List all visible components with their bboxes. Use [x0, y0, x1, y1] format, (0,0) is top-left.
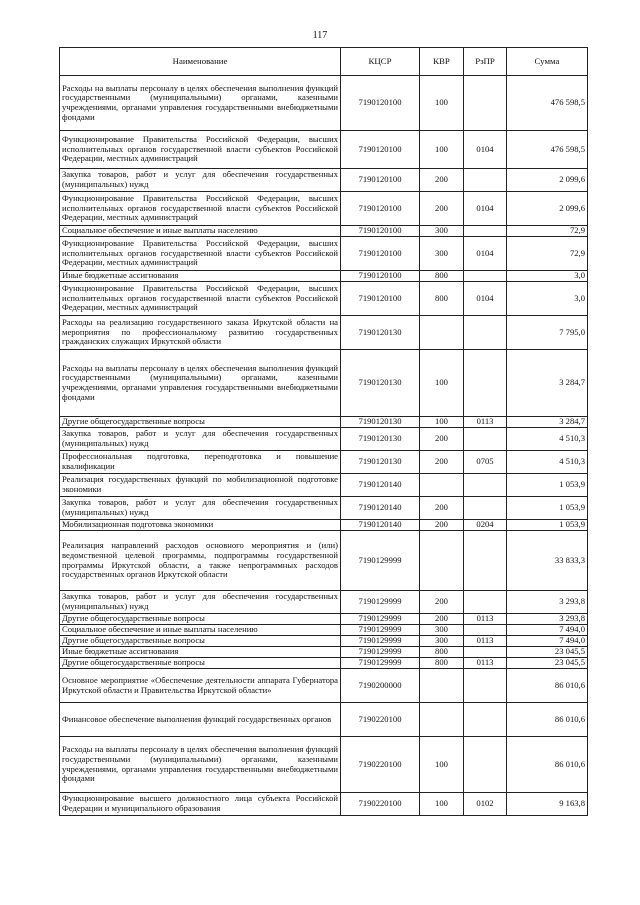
- cell-name: Закупка товаров, работ и услуг для обеспечения государственных (муниципальных) нужд: [60, 428, 341, 451]
- cell-rzpr: [464, 625, 507, 636]
- cell-name: Финансовое обеспечение выполнения функций государственных органов: [60, 703, 341, 737]
- cell-kcsr: 7190129999: [341, 658, 420, 669]
- cell-rzpr: [464, 226, 507, 237]
- cell-kvr: 100: [420, 417, 464, 428]
- cell-kcsr: 7190120100: [341, 226, 420, 237]
- cell-kvr: 200: [420, 428, 464, 451]
- cell-kcsr: 7190120130: [341, 451, 420, 474]
- cell-sum: 1 053,9: [507, 497, 588, 520]
- table-row: [60, 428, 588, 451]
- cell-sum: 9 163,8: [507, 793, 588, 816]
- header-name: Наименование: [60, 48, 341, 76]
- table-row: [60, 625, 588, 636]
- table-row: [60, 531, 588, 591]
- cell-sum: 1 053,9: [507, 520, 588, 531]
- cell-name: Иные бюджетные ассигнования: [60, 647, 341, 658]
- cell-sum: 2 099,6: [507, 192, 588, 226]
- table-row: [60, 282, 588, 316]
- cell-sum: 7 494,0: [507, 636, 588, 647]
- cell-rzpr: [464, 76, 507, 131]
- cell-sum: 1 053,9: [507, 474, 588, 497]
- table-row: [60, 226, 588, 237]
- cell-kcsr: 7190120130: [341, 350, 420, 417]
- cell-name: Закупка товаров, работ и услуг для обеспечения государственных (муниципальных) нужд: [60, 169, 341, 192]
- cell-name: Социальное обеспечение и иные выплаты населению: [60, 226, 341, 237]
- table-row: [60, 591, 588, 614]
- cell-name: Другие общегосударственные вопросы: [60, 417, 341, 428]
- cell-rzpr: [464, 316, 507, 350]
- cell-rzpr: [464, 474, 507, 497]
- cell-name: Функционирование Правительства Российской Федерации, высших исполнительных органов государственной власти субъектов Российской Федерации, местных администраций: [60, 282, 341, 316]
- cell-rzpr: [464, 647, 507, 658]
- table-row: [60, 451, 588, 474]
- cell-sum: 23 045,5: [507, 647, 588, 658]
- table-row: [60, 76, 588, 131]
- cell-sum: 72,9: [507, 237, 588, 271]
- cell-kvr: 300: [420, 625, 464, 636]
- cell-sum: 476 598,5: [507, 131, 588, 169]
- table-row: [60, 614, 588, 625]
- cell-kcsr: 7190120100: [341, 192, 420, 226]
- cell-rzpr: 0113: [464, 614, 507, 625]
- table-row: [60, 350, 588, 417]
- cell-kvr: 200: [420, 591, 464, 614]
- budget-table: [59, 47, 588, 816]
- cell-sum: 3 284,7: [507, 350, 588, 417]
- header-kcsr: КЦСР: [341, 48, 420, 76]
- cell-kvr: 200: [420, 614, 464, 625]
- cell-rzpr: 0104: [464, 282, 507, 316]
- cell-kvr: [420, 474, 464, 497]
- cell-kvr: 200: [420, 169, 464, 192]
- cell-kcsr: 7190129999: [341, 591, 420, 614]
- table-row: [60, 669, 588, 703]
- cell-kvr: 200: [420, 451, 464, 474]
- cell-kcsr: 7190120100: [341, 237, 420, 271]
- cell-kvr: 800: [420, 647, 464, 658]
- table-row: [60, 737, 588, 793]
- table-header-row: [60, 48, 588, 76]
- cell-rzpr: 0113: [464, 636, 507, 647]
- cell-kcsr: 7190129999: [341, 625, 420, 636]
- cell-sum: 7 494,0: [507, 625, 588, 636]
- cell-kvr: 300: [420, 226, 464, 237]
- cell-sum: 72,9: [507, 226, 588, 237]
- cell-rzpr: [464, 428, 507, 451]
- cell-sum: 476 598,5: [507, 76, 588, 131]
- cell-kvr: 100: [420, 793, 464, 816]
- cell-name: Функционирование Правительства Российской Федерации, высших исполнительных органов государственной власти субъектов Российской Федерации, местных администраций: [60, 131, 341, 169]
- cell-name: Расходы на реализацию государственного заказа Иркутской области на мероприятия по профессиональному развитию государственных гражданских служащих Иркутской области: [60, 316, 341, 350]
- cell-kcsr: 7190120100: [341, 131, 420, 169]
- cell-rzpr: [464, 169, 507, 192]
- header-rzpr: РзПР: [464, 48, 507, 76]
- cell-kcsr: 7190120100: [341, 169, 420, 192]
- cell-kvr: 200: [420, 497, 464, 520]
- cell-kcsr: 7190200000: [341, 669, 420, 703]
- cell-rzpr: [464, 531, 507, 591]
- cell-sum: 23 045,5: [507, 658, 588, 669]
- cell-kvr: 300: [420, 237, 464, 271]
- cell-rzpr: [464, 737, 507, 793]
- cell-kcsr: 7190120100: [341, 76, 420, 131]
- cell-kcsr: 7190120140: [341, 497, 420, 520]
- cell-kvr: 200: [420, 192, 464, 226]
- cell-rzpr: [464, 271, 507, 282]
- cell-sum: 4 510,3: [507, 451, 588, 474]
- table-row: [60, 316, 588, 350]
- table-row: [60, 474, 588, 497]
- cell-sum: 3,0: [507, 271, 588, 282]
- cell-sum: 7 795,0: [507, 316, 588, 350]
- cell-kvr: 800: [420, 282, 464, 316]
- table-row: [60, 793, 588, 816]
- table-row: [60, 192, 588, 226]
- cell-sum: 3 293,8: [507, 614, 588, 625]
- cell-rzpr: [464, 350, 507, 417]
- cell-name: Функционирование Правительства Российской Федерации, высших исполнительных органов государственной власти субъектов Российской Федерации, местных администраций: [60, 192, 341, 226]
- table-row: [60, 520, 588, 531]
- page-number: 117: [312, 30, 328, 41]
- cell-kvr: 300: [420, 636, 464, 647]
- table-row: [60, 271, 588, 282]
- header-kvr: КВР: [420, 48, 464, 76]
- cell-kcsr: 7190129999: [341, 647, 420, 658]
- cell-name: Реализация государственных функций по мобилизационной подготовке экономики: [60, 474, 341, 497]
- cell-kcsr: 7190120100: [341, 282, 420, 316]
- cell-kcsr: 7190120140: [341, 520, 420, 531]
- cell-kcsr: 7190129999: [341, 636, 420, 647]
- cell-kcsr: 7190120100: [341, 271, 420, 282]
- table-row: [60, 497, 588, 520]
- table-row: [60, 703, 588, 737]
- cell-kvr: 800: [420, 658, 464, 669]
- cell-rzpr: 0102: [464, 793, 507, 816]
- cell-sum: 86 010,6: [507, 669, 588, 703]
- table-row: [60, 658, 588, 669]
- cell-rzpr: [464, 669, 507, 703]
- cell-name: Другие общегосударственные вопросы: [60, 658, 341, 669]
- cell-kvr: 100: [420, 350, 464, 417]
- cell-rzpr: 0113: [464, 417, 507, 428]
- cell-sum: 33 833,3: [507, 531, 588, 591]
- cell-name: Другие общегосударственные вопросы: [60, 614, 341, 625]
- cell-kvr: 100: [420, 76, 464, 131]
- cell-name: Расходы на выплаты персоналу в целях обеспечения выполнения функций государственными (муниципальными) органами, казенными учреждениями, органами управления государственными внебюджетными фондами: [60, 76, 341, 131]
- cell-kcsr: 7190120140: [341, 474, 420, 497]
- table-row: [60, 237, 588, 271]
- cell-sum: 86 010,6: [507, 703, 588, 737]
- cell-sum: 3 293,8: [507, 591, 588, 614]
- cell-rzpr: [464, 703, 507, 737]
- cell-kcsr: 7190220100: [341, 703, 420, 737]
- cell-sum: 86 010,6: [507, 737, 588, 793]
- cell-name: Другие общегосударственные вопросы: [60, 636, 341, 647]
- cell-name: Иные бюджетные ассигнования: [60, 271, 341, 282]
- cell-kvr: 200: [420, 520, 464, 531]
- table-row: [60, 636, 588, 647]
- cell-kcsr: 7190129999: [341, 531, 420, 591]
- cell-name: Основное мероприятие «Обеспечение деятельности аппарата Губернатора Иркутской области и Правительства Иркутской области»: [60, 669, 341, 703]
- cell-name: Реализация направлений расходов основного мероприятия и (или) ведомственной целевой программы, подпрограммы государственной программы Иркутской области, а также непрограммных расходов государственных органов Иркутской области: [60, 531, 341, 591]
- cell-kvr: [420, 316, 464, 350]
- table-row: [60, 417, 588, 428]
- cell-sum: 2 099,6: [507, 169, 588, 192]
- cell-name: Функционирование Правительства Российской Федерации, высших исполнительных органов государственной власти субъектов Российской Федерации, местных администраций: [60, 237, 341, 271]
- cell-name: Социальное обеспечение и иные выплаты населению: [60, 625, 341, 636]
- cell-sum: 3,0: [507, 282, 588, 316]
- cell-kvr: 800: [420, 271, 464, 282]
- cell-rzpr: 0104: [464, 237, 507, 271]
- cell-kcsr: 7190220100: [341, 737, 420, 793]
- cell-name: Функционирование высшего должностного лица субъекта Российской Федерации и муниципального образования: [60, 793, 341, 816]
- cell-name: Профессиональная подготовка, переподготовка и повышение квалификации: [60, 451, 341, 474]
- table-row: [60, 169, 588, 192]
- cell-kcsr: 7190129999: [341, 614, 420, 625]
- cell-sum: 3 284,7: [507, 417, 588, 428]
- cell-name: Мобилизационная подготовка экономики: [60, 520, 341, 531]
- cell-kvr: 100: [420, 737, 464, 793]
- cell-rzpr: 0104: [464, 192, 507, 226]
- cell-rzpr: 0204: [464, 520, 507, 531]
- cell-kcsr: 7190120130: [341, 316, 420, 350]
- cell-name: Расходы на выплаты персоналу в целях обеспечения выполнения функций государственными (муниципальными) органами, казенными учреждениями, органами управления государственными внебюджетными фондами: [60, 350, 341, 417]
- cell-sum: 4 510,3: [507, 428, 588, 451]
- table-row: [60, 647, 588, 658]
- cell-kvr: [420, 531, 464, 591]
- cell-rzpr: 0104: [464, 131, 507, 169]
- cell-kcsr: 7190120130: [341, 417, 420, 428]
- cell-rzpr: 0113: [464, 658, 507, 669]
- cell-kvr: 100: [420, 131, 464, 169]
- cell-kvr: [420, 703, 464, 737]
- cell-rzpr: [464, 497, 507, 520]
- header-sum: Сумма: [507, 48, 588, 76]
- cell-kcsr: 7190220100: [341, 793, 420, 816]
- cell-kcsr: 7190120130: [341, 428, 420, 451]
- cell-rzpr: [464, 591, 507, 614]
- table-row: [60, 131, 588, 169]
- cell-name: Расходы на выплаты персоналу в целях обеспечения выполнения функций государственными (муниципальными) органами, казенными учреждениями, органами управления государственными внебюджетными фондами: [60, 737, 341, 793]
- cell-name: Закупка товаров, работ и услуг для обеспечения государственных (муниципальных) нужд: [60, 497, 341, 520]
- cell-name: Закупка товаров, работ и услуг для обеспечения государственных (муниципальных) нужд: [60, 591, 341, 614]
- cell-rzpr: 0705: [464, 451, 507, 474]
- cell-kvr: [420, 669, 464, 703]
